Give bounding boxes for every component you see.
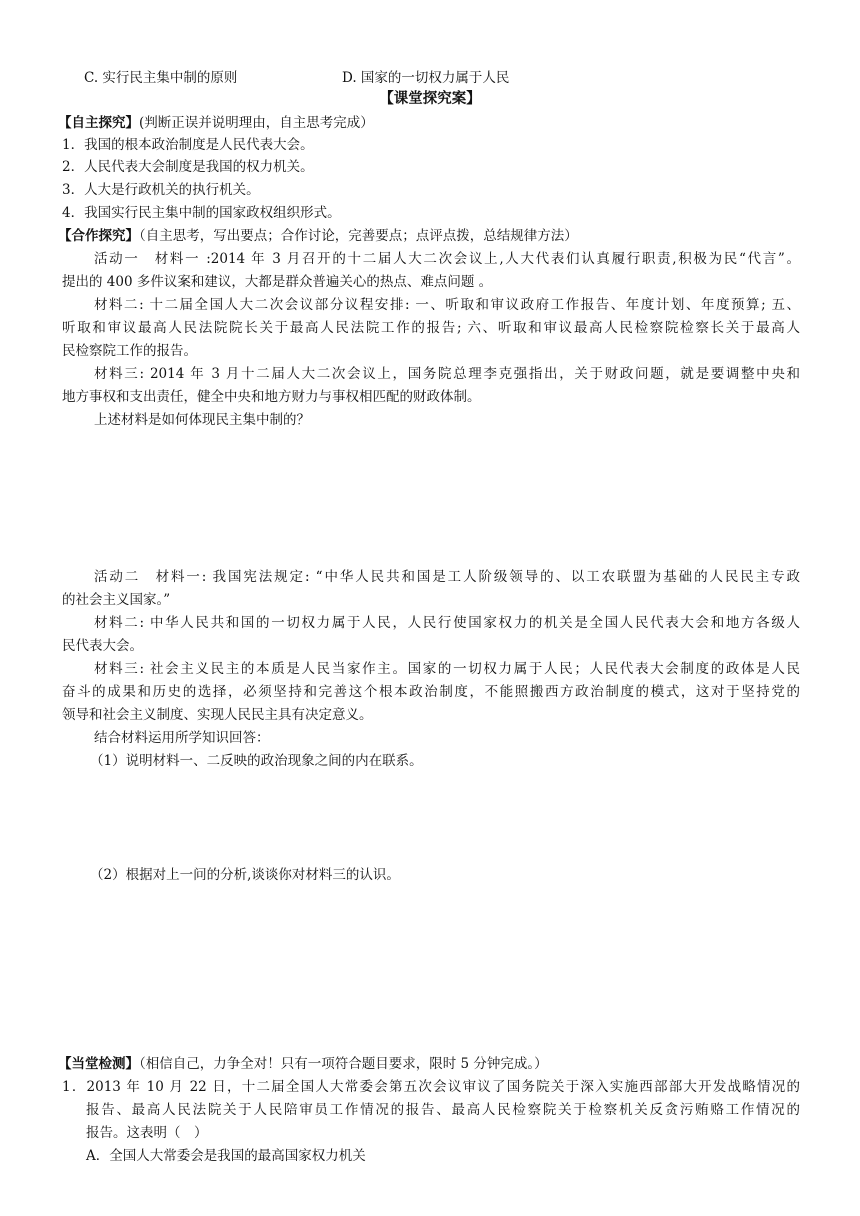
act1-material2-line3: 民检察院工作的报告。 [62, 343, 197, 359]
act2-question-1: （1）说明材料一、二反映的政治现象之间的内在联系。 [90, 753, 423, 769]
zizhu-item-4: 4．我国实行民主集中制的国家政权组织形式。 [62, 205, 341, 221]
act2-material2-line1: 材料二: 中华人民共和国的一切权力属于人民，人民行使国家权力的机关是全国人民代表大会和地方各级人 [94, 615, 800, 631]
act1-material1-line1: 活动一 材料一 :2014 年 3 月召开的十二届人大二次会议上,人大代表们认真履行职责,积极为民“代言”。 [94, 251, 800, 267]
act1-material2-line1: 材料二: 十二届全国人大二次会议部分议程安排: 一、听取和审议政府工作报告、年度计划、年度预算; 五、 [94, 297, 800, 313]
hezuo-tag: 【合作探究】 [58, 228, 139, 244]
act2-material3-line3: 领导和社会主义制度、实现人民民主具有决定意义。 [62, 707, 373, 723]
act2-question-2: （2）根据对上一问的分析,谈谈你对材料三的认识。 [90, 867, 400, 883]
act2-prompt: 结合材料运用所学知识回答： [94, 730, 270, 746]
act2-material2-line2: 民代表大会。 [62, 638, 143, 654]
quiz-q1-line3: 报告。这表明（ ） [86, 1125, 208, 1141]
section-title: 【课堂探究案】 [379, 90, 481, 107]
act2-material1-line1: 活动二 材料一: 我国宪法规定: “中华人民共和国是工人阶级领导的、以工农联盟为基础的人民民主专政 [94, 569, 800, 585]
zizhu-tag: 【自主探究】 [58, 115, 139, 131]
act1-material3-line2: 地方事权和支出责任，健全中央和地方财力与事权相匹配的财政体制。 [62, 389, 481, 405]
zizhu-item-2: 2．人民代表大会制度是我国的权力机关。 [62, 159, 314, 175]
act1-material1-line2: 提出的 400 多件议案和建议，大都是群众普遍关心的热点、难点问题 。 [62, 274, 493, 290]
zizhu-item-1: 1．我国的根本政治制度是人民代表大会。 [62, 137, 314, 153]
act2-material1-line2: 的社会主义国家。” [62, 592, 171, 608]
zizhu-heading [58, 113, 374, 133]
quiz-q1-option-a: A．全国人大常委会是我国的最高国家权力机关 [86, 1148, 366, 1164]
quiz-q1-line1: 1．2013 年 10 月 22 日，十二届全国人大常委会第五次会议审议了国务院关于深入实施西部部大开发战略情况的 [62, 1079, 800, 1095]
dangtang-heading [58, 1054, 548, 1074]
act2-material3-line2: 奋斗的成果和历史的选择，必须坚持和完善这个根本政治制度，不能照搬西方政治制度的模式，这对于坚持党的 [62, 684, 800, 700]
act2-material3-line1: 材料三: 社会主义民主的本质是人民当家作主。国家的一切权力属于人民；人民代表大会制度的政体是人民 [94, 661, 800, 677]
option-d: D. 国家的一切权力属于人民 [342, 70, 510, 86]
quiz-q1-line2: 报告、最高人民法院关于人民陪审员工作情况的报告、最高人民检察院关于检察机关反贪污贿赂工作情况的 [86, 1102, 800, 1118]
act1-material3-line1: 材料三: 2014 年 3 月十二届人大二次会议上，国务院总理李克强指出，关于财政问题，就是要调整中央和 [94, 366, 800, 382]
hezuo-heading [58, 226, 578, 246]
act1-question: 上述材料是如何体现民主集中制的？ [94, 412, 310, 428]
dangtang-tag: 【当堂检测】 [58, 1056, 139, 1072]
hezuo-note: （自主思考，写出要点；合作讨论，完善要点；点评点拨，总结规律方法） [139, 228, 578, 244]
dangtang-note: （相信自己，力争全对！只有一项符合题目要求，限时 5 分钟完成。） [139, 1056, 548, 1072]
option-c: C. 实行民主集中制的原则 [84, 70, 238, 86]
zizhu-note: (判断正误并说明理由，自主思考完成） [139, 115, 374, 131]
zizhu-item-3: 3．人大是行政机关的执行机关。 [62, 182, 260, 198]
act1-material2-line2: 听取和审议最高人民法院院长关于最高人民法院工作的报告; 六、听取和审议最高人民检察院检察长关于最高人 [62, 320, 800, 336]
